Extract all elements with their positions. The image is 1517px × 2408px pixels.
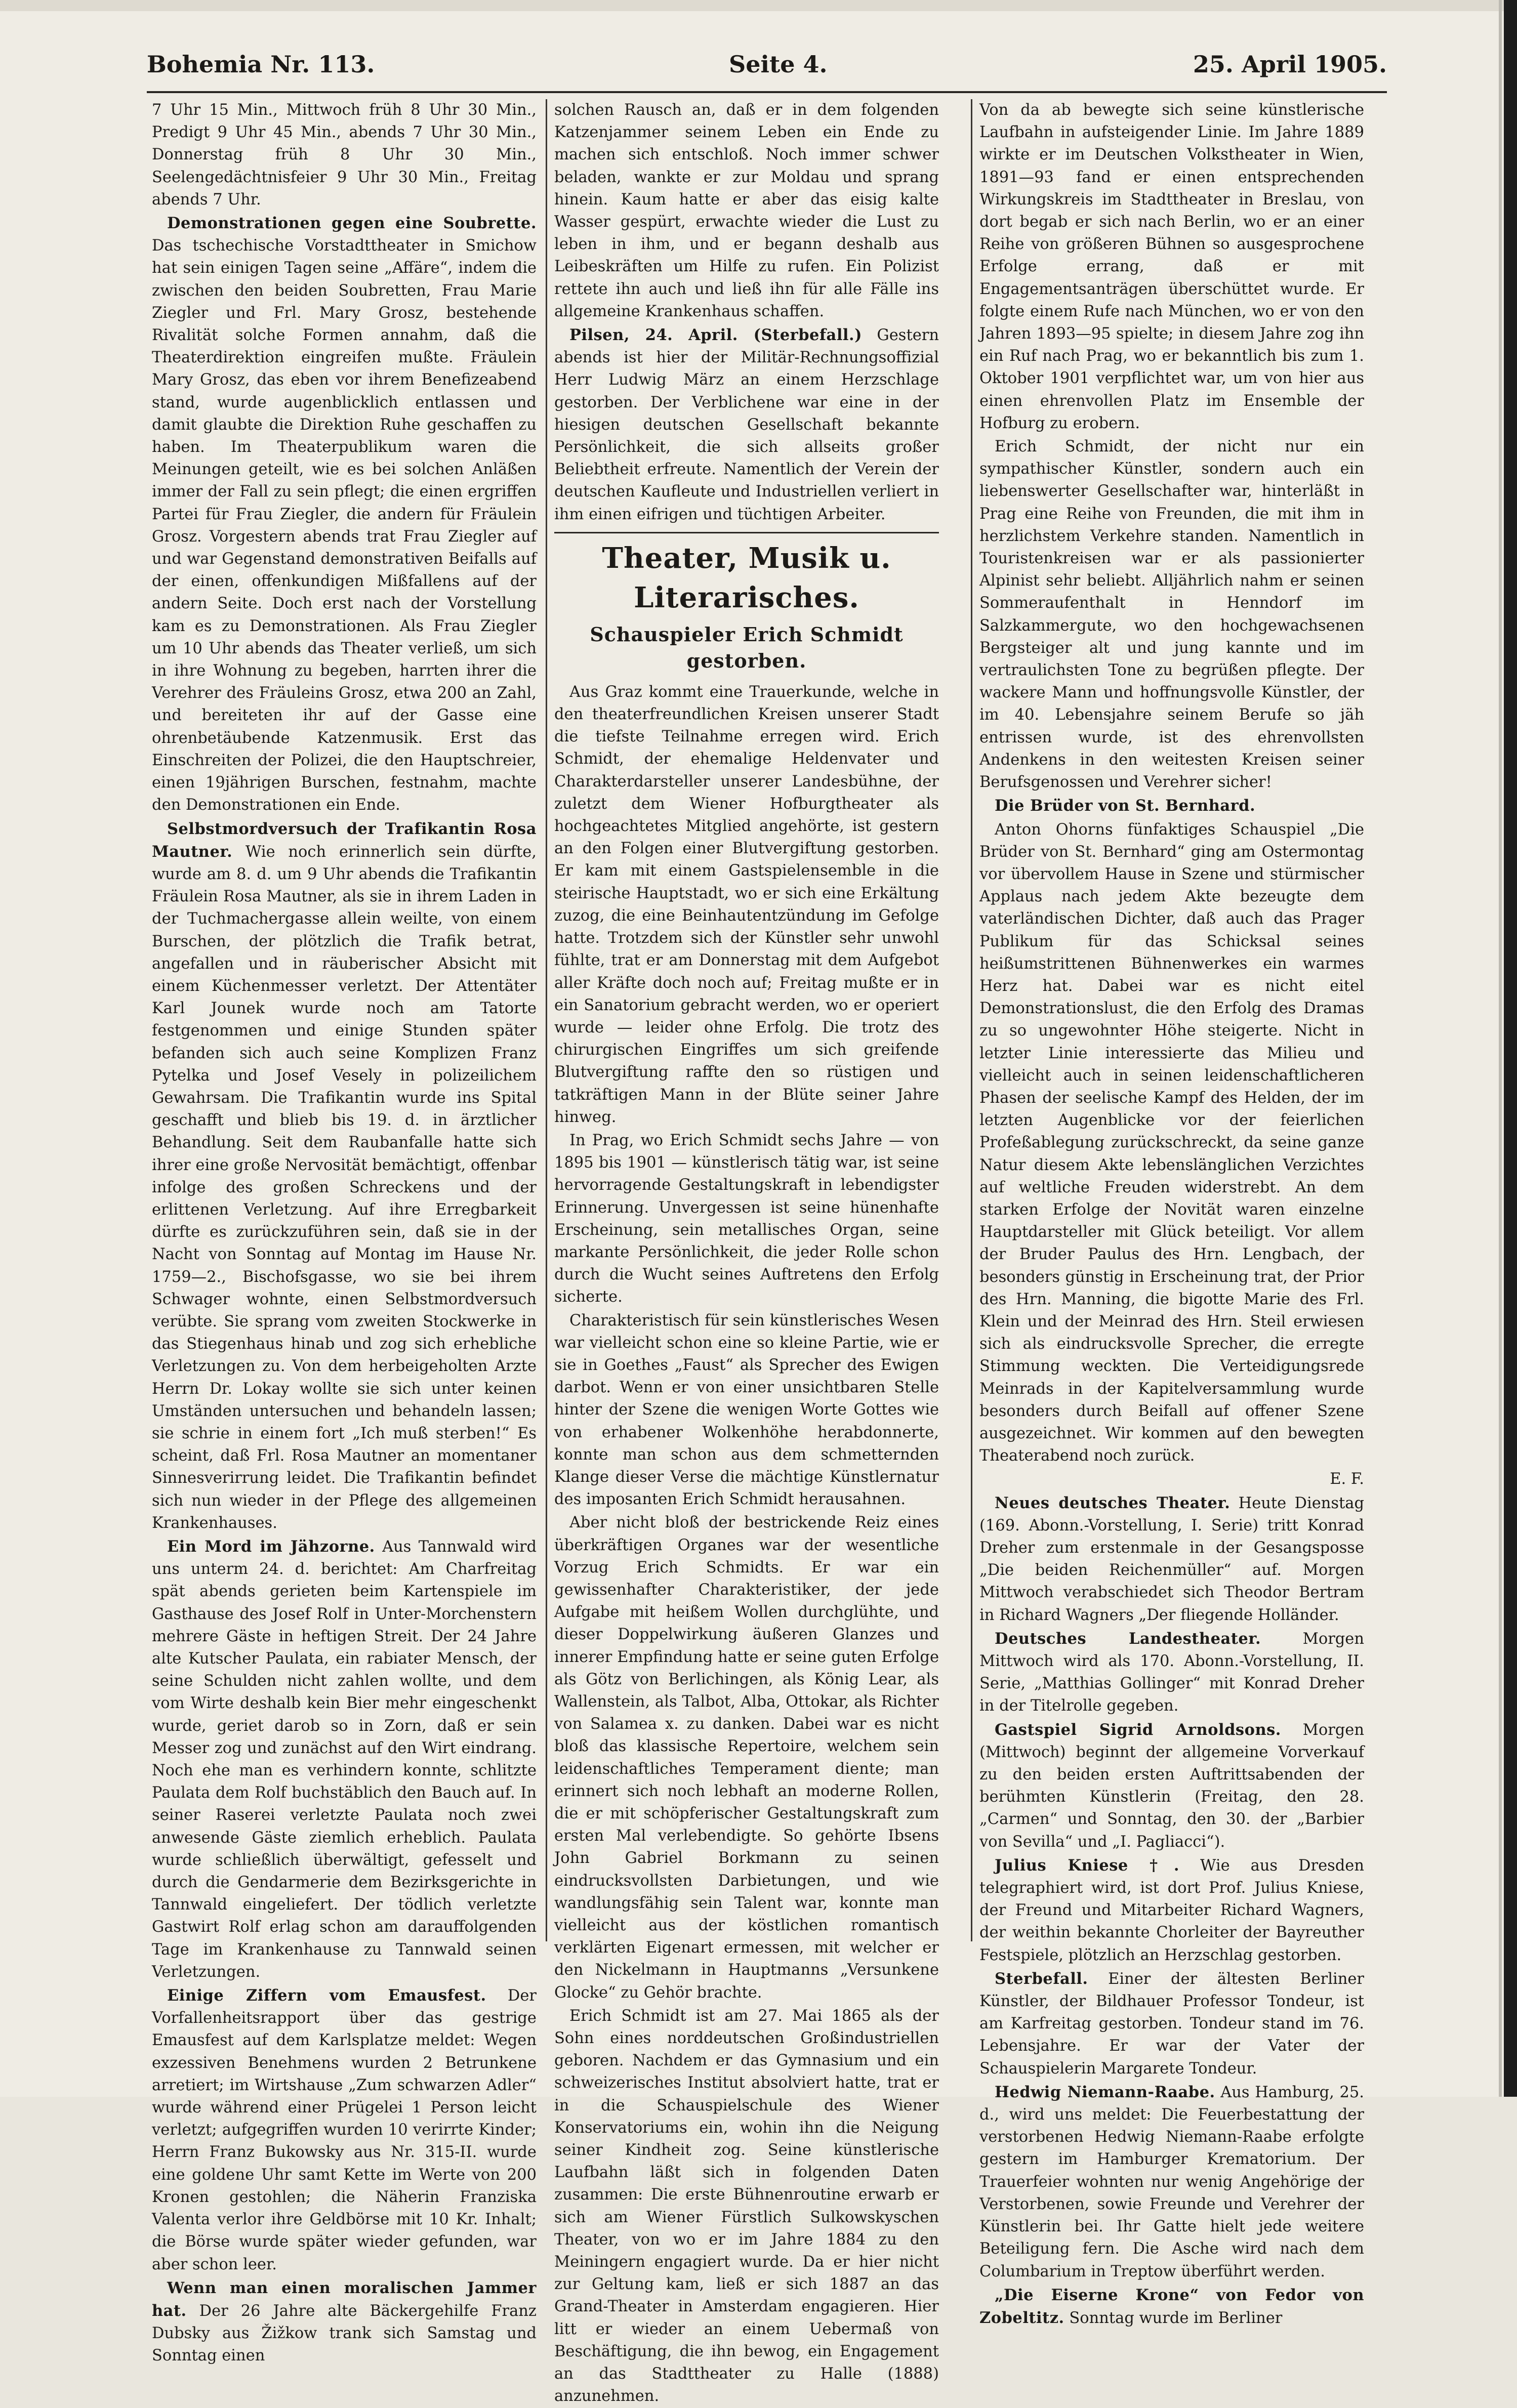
article-text: Wie aus Dresden telegraphiert wird, ist dort Prof. Julius Kniese, der Freund und Mitarbeiter Richard Wagners, der weithin bekannte Chorleiter der Bayreuther Festspiele, plötzlich an Herzschlag gestorben.	[979, 1856, 1364, 1964]
article-heading: Gastspiel Sigrid Arnoldsons.	[995, 1720, 1281, 1739]
section-rule	[554, 532, 939, 533]
section-title: Theater, Musik u. Literarisches.	[602, 541, 891, 614]
header-rule	[147, 91, 1387, 93]
article	[152, 1984, 537, 2276]
article-title-line-1: Schauspieler Erich Schmidt	[590, 622, 904, 646]
article-text: Der Vorfallenheitsrapport über das gestrige Emausfest auf dem Karlsplatze meldet: Wegen exzessiven Benehmens wurden 2 Betrunkene arretiert; im Wirtshause „Zum schwarzen Adler“ wurde während einer Prügelei 1 Person leicht verletzt; aufgegriffen wurden 10 verirrte Kinder; Herrn Franz Bukowsky aus Nr. 315-II. wurde eine goldene Uhr samt Kette im Werte von 200 Kronen gestohlen; die Näherin Franziska Valenta verlor ihre Geldbörse mit 10 Kr. Inhalt; die Börse wurde später wieder gefunden, war aber schon leer.	[152, 1987, 537, 2273]
article-title	[554, 621, 939, 674]
article-text: Der 26 Jahre alte Bäckergehilfe Franz Dubsky aus Žižkow trank sich Samstag und Sonntag einen	[152, 2302, 537, 2365]
article-text: Von da ab bewegte sich seine künstlerische Laufbahn in aufsteigender Linie. Im Jahre 1889 wirkte er im Deutschen Volkstheater in Wien, 1891—93 fand er einen entsprechenden Wirkungskreis im Stadttheater in Breslau, von dort begab er sich nach Berlin, wo er an einer Reihe von größeren Bühnen so ausgesprochene Erfolge errang, daß er mit Engagementsanträgen überschüttet wurde. Er folgte einem Rufe nach München, wo er von den Jahren 1893—95 spielte; in diesem Jahre zog ihn ein Ruf nach Prag, wo er bekanntlich bis zum 1. Oktober 1901 verpflichtet war, um von hier aus einen ehrenvollen Platz im Ensemble der Hofburg zu erobern.	[979, 101, 1364, 432]
author-signature: E. F.	[1330, 1470, 1364, 1488]
page-header	[147, 51, 1387, 86]
article-text: Wie noch erinnerlich sein dürfte, wurde am 8. d. um 9 Uhr abends die Trafikantin Fräulein Rosa Mautner, als sie in ihrem Laden in der Tuchmachergasse allein weilte, von einem Burschen, der plötzlich die Trafik betrat, angefallen und in räuberischer Absicht mit einem Küchenmesser verletzt. Der Attentäter Karl Jounek wurde noch am Tatorte festgenommen und einige Stunden später befanden sich auch seine Komplizen Franz Pytelka und Josef Vesely in polizeilichem Gewahrsam. Die Trafikantin wurde ins Spital geschafft und blieb bis 19. d. in ärztlicher Behandlung. Seit dem Raubanfalle hatte sich ihrer eine große Nervosität bemächtigt, offenbar infolge des großen Schreckens und der erlittenen Verletzung. Auf ihre Erregbarkeit dürfte es zurückzuführen sein, daß sie in der Nacht von Sonntag auf Montag im Hause Nr. 1759—2., Bischofsgasse, wo sie bei ihrem Schwager wohnte, einen Selbstmordversuch verübte. Sie sprang vom zweiten Stockwerke in das Stiegenhaus hinab und zog sich erhebliche Verletzungen zu. Von dem herbeigeholten Arzte Herrn Dr. Lokay wollte sie sich unter keinen Umständen untersuchen und behandeln lassen; sie schrie in einem fort „Ich muß sterben!“ Es scheint, daß Frl. Rosa Mautner an momentaner Sinnesverirrung leidet. Die Trafikantin befindet sich nun wieder in der Pflege des allgemeinen Krankenhauses.	[152, 843, 537, 1532]
masthead-issue: Bohemia Nr. 113.	[147, 51, 375, 78]
article-heading: Hedwig Niemann-Raabe.	[995, 2083, 1215, 2101]
article-text: Charakteristisch für sein künstlerisches Wesen war vielleicht schon eine so kleine Partie, wie er sie in Goethes „Faust“ als Sprecher des Ewigen darbot. Wenn er von einer unsichtbaren Stelle hinter der Szene die wenigen Worte Gottes wie von erhabener Wolkenhöhe herabdonnerte, konnte man schon aus dem schmetternden Klange dieser Verse die mächtige Künstlernatur des imposanten Erich Schmidt herausahnen.	[554, 1311, 939, 1509]
article-heading: Demonstrationen gegen eine Soubrette.	[167, 214, 537, 233]
article-text: Aus Tannwald wird uns unterm 24. d. berichtet: Am Charfreitag spät abends gerieten beim Kartenspiele im Gasthause des Josef Rolf in Unter-Morchenstern mehrere Gäste in heftigen Streit. Der 24 Jahre alte Kutscher Paulata, ein rabiater Mensch, der seine Schulden nicht zahlen wollte, und dem vom Wirte deshalb kein Bier mehr eingeschenkt wurde, geriet darob so in Zorn, daß er sein Messer zog und zunächst auf den Wirt eindrang. Noch ehe man es verhindern konnte, schlitzte Paulata dem Rolf buchstäblich den Bauch auf. In seiner Raserei verletzte Paulata noch zwei anwesende Gäste ziemlich erheblich. Paulata wurde schließlich überwältigt, gefesselt und durch die Gendarmerie dem Bezirksgerichte in Tannwald eingeliefert. Der tödlich verletzte Gastwirt Rolf erlag schon am darauffolgenden Tage im Krankenhause zu Tannwald seinen Verletzungen.	[152, 1538, 537, 1981]
article-heading: Die Brüder von St. Bernhard.	[995, 797, 1256, 815]
page-number: Seite 4.	[729, 51, 828, 78]
article	[979, 1968, 1364, 2080]
article-text: Morgen Mittwoch wird als 170. Abonn.-Vorstellung, II. Serie, „Matthias Gollinger“ mit Konrad Dreher in der Titelrolle gegeben.	[979, 1630, 1364, 1715]
article-text: Einer der ältesten Berliner Künstler, der Bildhauer Professor Tondeur, ist am Karfreitag gestorben. Tondeur stand im 76. Lebensjahre. Er war der Vater der Schauspielerin Margarete Tondeur.	[979, 1970, 1364, 2078]
article	[979, 1628, 1364, 1718]
article-title-line-2: gestorben.	[686, 649, 807, 672]
article	[979, 795, 1364, 817]
issue-date: 25. April 1905.	[1193, 51, 1387, 78]
article	[979, 1492, 1364, 1627]
article-text: Das tschechische Vorstadttheater in Smichow hat sein einigen Tagen seine „Affäre“, indem die zwischen den beiden Soubretten, Frau Marie Ziegler und Frl. Mary Grosz, bestehende Rivalität solche Formen annahm, daß die Theaterdirektion eingreifen mußte. Fräulein Mary Grosz, das eben vor ihrem Benefizeabend stand, wurde augenblicklich entlassen und damit glaubte die Direktion Ruhe geschaffen zu haben. Im Theaterpublikum waren die Meinungen geteilt, wie es bei solchen Anläßen immer der Fall zu sein pflegt; die einen ergriffen Partei für Frau Ziegler, die andern für Fräulein Grosz. Vorgestern abends trat Frau Ziegler auf und war Gegenstand demonstrativen Beifalls auf der einen, offenkundigen Mißfallens auf der andern Seite. Doch erst nach der Vorstellung kam es zu Demonstrationen. Als Frau Ziegler um 10 Uhr abends das Theater verließ, um sich in ihre Wohnung zu begeben, harrten ihrer die Verehrer des Fräuleins Grosz, etwa 200 an Zahl, und bereiteten ihr auf der Gasse eine ohrenbetäubende Katzenmusik. Erst das Einschreiten der Polizei, die den Hauptschreier, einen 19jährigen Burschen, festnahm, machte den Demonstrationen ein Ende.	[152, 237, 537, 814]
scan-border-shadow	[1499, 0, 1502, 2097]
article-heading: Ein Mord im Jähzorne.	[167, 1538, 375, 1556]
article	[979, 2081, 1364, 2283]
column-2	[554, 99, 939, 2405]
article-text: Sonntag wurde im Berliner	[1069, 2309, 1283, 2327]
article	[979, 1854, 1364, 1967]
article	[152, 1535, 537, 1983]
scan-border-right	[1504, 0, 1517, 2097]
column-1	[152, 99, 537, 2365]
article-text: Heute Dienstag (169. Abonn.-Vorstellung, I. Serie) tritt Konrad Dreher zum erstenmale in der Gesangsposse „Die beiden Reichenmüller“ auf. Morgen Mittwoch verabschiedet sich Theodor Bertram in Richard Wagners „Der fliegende Holländer.	[979, 1494, 1365, 1624]
article	[554, 324, 939, 526]
article	[979, 2284, 1364, 2330]
column-divider-1	[546, 99, 547, 1941]
article	[152, 818, 537, 1535]
article-text: Gestern abends ist hier der Militär-Rechnungsoffizial Herr Ludwig März an einem Herzschlage gestorben. Der Verblichene war eine in der hiesigen deutschen Gesellschaft bekannte Persönlichkeit, die sich allseits großer Beliebtheit erfreute. Namentlich der Verein der deutschen Kaufleute und Industriellen verliert in ihm einen eifrigen und tüchtigen Arbeiter.	[554, 326, 939, 523]
article	[152, 212, 537, 816]
article-heading: Neues deutsches Theater.	[995, 1493, 1231, 1512]
article-text: Aber nicht bloß der bestrickende Reiz eines überkräftigen Organes war der wesentliche Vorzug Erich Schmidts. Er war ein gewissenhafter Charakteristiker, der jede Aufgabe mit heißem Wollen durchglühte, und dieser Doppelwirkung äußeren Glanzes und innerer Empfindung hatte er seine guten Erfolge als Götz von Berlichingen, als König Lear, als Wallenstein, als Talbot, Alba, Ottokar, als Richter von Salamea x. zu danken. Dabei war es nicht bloß das klassische Repertoire, welchem sein leidenschaftliches Temperament diente; man erinnert sich noch lebhaft an moderne Rollen, die er mit schöpferischer Gestaltungskraft zum ersten Mal verlebendigte. So gehörte Ibsens John Gabriel Borkmann zu seinen eindrucksvollsten Darbietungen, und wie wandlungsfähig sein Talent war, konnte man vielleicht aus der köstlichen romantisch verklärten Eigenart ermessen, mit welcher er den Nickelmann in Hauptmanns „Versunkene Glocke“ zu Gehör brachte.	[554, 1514, 939, 2002]
column-divider-2	[971, 99, 972, 1941]
article-text: Aus Hamburg, 25. d., wird uns meldet: Die Feuerbestattung der verstorbenen Hedwig Niemann-Raabe erfolgte gestern im Hamburger Krematorium. Der Trauerfeier wohnten nur wenig Angehörige der Verstorbenen, sowie Freunde und Verehrer der Künstlerin bei. Ihr Gatte hielt jede weitere Beteiligung fern. Die Asche wird nach dem Columbarium in Treptow überführt werden.	[979, 2083, 1365, 2280]
article-heading: Wenn man einen moralischen Jammer hat.	[152, 2278, 537, 2320]
article-heading: Selbstmordversuch der Trafikantin Rosa Mautner.	[152, 819, 537, 861]
article-heading: Pilsen, 24. April. (Sterbefall.)	[569, 326, 863, 345]
article-text: Morgen (Mittwoch) beginnt der allgemeine Vorverkauf zu den beiden ersten Auftrittsabenden der berühmten Künstlerin (Freitag, den 28. „Carmen“ und Sonntag, den 30. der „Barbier von Sevilla“ und „I. Pagliacci“).	[979, 1721, 1364, 1851]
article-text: Erich Schmidt ist am 27. Mai 1865 als der Sohn eines norddeutschen Großindustriellen geboren. Nachdem er das Gymnasium und ein schweizerisches Institut absolviert hatte, trat er in die Schauspielschule des Wiener Konservatoriums ein, wohin ihn die Neigung seiner Kindheit zog. Seine künstlerische Laufbahn läßt sich in folgenden Daten zusammen: Die erste Bühnenroutine erwarb er sich am Wiener Fürstlich Sulkowskyschen Theater, von wo er im Jahre 1884 zu den Meiningern engagiert wurde. Da er hier nicht zur Geltung kam, ließ er sich 1887 an das Grand-Theater in Amsterdam engagieren. Hier litt er wieder an einem Uebermaß von Beschäftigung, die ihn bewog, ein Engagement an das Stadttheater zu Halle (1888) anzunehmen.	[554, 2007, 939, 2405]
article-heading: Julius Kniese †.	[995, 1856, 1180, 1875]
article-text: 7 Uhr 15 Min., Mittwoch früh 8 Uhr 30 Min., Predigt 9 Uhr 45 Min., abends 7 Uhr 30 Min., Donnerstag früh 8 Uhr 30 Min., Seelengedächtnisfeier 9 Uhr 30 Min., Freitag abends 7 Uhr.	[152, 101, 537, 209]
article-text: Aus Graz kommt eine Trauerkunde, welche in den theaterfreundlichen Kreisen unserer Stadt die tiefste Teilnahme erregen wird. Erich Schmidt, der ehemalige Heldenvater und Charakterdarsteller unserer Landesbühne, der zuletzt dem Wiener Hofburgtheater als hochgeachtetes Mitglied angehörte, ist gestern an den Folgen einer Blutvergiftung gestorben. Er kam mit einem Gastspielensemble in die steirische Hauptstadt, wo er sich eine Erkältung zuzog, die eine Beinhautentzündung im Gefolge hatte. Trotzdem sich der Künstler sehr unwohl fühlte, trat er am Donnerstag mit dem Aufgebot aller Kräfte doch noch auf; Freitag mußte er in ein Sanatorium gebracht werden, wo er operiert wurde — leider ohne Erfolg. Die trotz des chirurgischen Eingriffes um sich greifende Blutvergiftung raffte den so rüstigen und tatkräftigen Mann in der Blüte seiner Jahre hinweg.	[554, 683, 939, 1126]
article-text: solchen Rausch an, daß er in dem folgenden Katzenjammer seinem Leben ein Ende zu machen sich entschloß. Noch immer schwer beladen, wankte er zur Moldau und sprang hinein. Kaum hatte er aber das eisig kalte Wasser gespürt, erwachte wieder die Lust zu leben in ihm, und er begann deshalb aus Leibeskräften um Hilfe zu rufen. Ein Polizist rettete ihn auch und ließ ihn für alle Fälle ins allgemeine Krankenhaus schaffen.	[554, 101, 939, 320]
article	[152, 2277, 537, 2368]
article-heading: „Die Eiserne Krone“ von Fedor von Zobeltitz.	[979, 2286, 1364, 2327]
article-text: In Prag, wo Erich Schmidt sechs Jahre — von 1895 bis 1901 — künstlerisch tätig war, ist seine hervorragende Gestaltungskraft in lebendigster Erinnerung. Unvergessen ist seine hünenhafte Erscheinung, sein metallisches Organ, seine markante Persönlichkeit, die jeder Rolle schon durch die Wucht seines Auftretens den Erfolg sicherte.	[554, 1131, 939, 1306]
article-heading: Deutsches Landestheater.	[995, 1629, 1261, 1648]
article-text: Erich Schmidt, der nicht nur ein sympathischer Künstler, sondern auch ein liebenswerter Gesellschafter war, hinterläßt in Prag eine Reihe von Freunden, die mit ihm in herzlichstem Verkehre standen. Namentlich in Touristenkreisen war er als passionierter Alpinist sehr beliebt. Alljährlich nahm er seinen Sommeraufenthalt in Henndorf im Salzkammergute, wo den hochgewachsenen Bergsteiger alt und jung kannte und im vertraulichsten Tone zu begrüßen pflegte. Der wackere Mann und hoffnungsvolle Künstler, der im 40. Lebensjahre seinem Berufe so jäh entrissen wurde, ist des ehrenvollsten Andenkens in den weitesten Kreisen seiner Berufsgenossen und Verehrer sicher!	[979, 438, 1364, 792]
column-3	[979, 99, 1365, 2327]
article-heading: Sterbefall.	[995, 1969, 1088, 1988]
scan-edge-top	[0, 0, 1504, 11]
article	[979, 1719, 1364, 1853]
article-text: Anton Ohorns fünfaktiges Schauspiel „Die Brüder von St. Bernhard“ ging am Ostermontag vor übervollem Hause in Szene und stürmischer Applaus nach jedem Akte bezeugte dem vaterländischen Dichter, daß auch das Prager Publikum für das Schicksal seines heißumstrittenen Bühnenwerkes ein warmes Herz hat. Dabei war es nicht eitel Demonstrationslust, die den Erfolg des Dramas zu so ungewohnter Höhe steigerte. Nicht in letzter Linie interessierte das Milieu und vielleicht auch in seinen leidenschaftlicheren Phasen der seelische Kampf des Helden, der im letzten Augenblicke vor der feierlichen Profeßablegung zurückschreckt, da seine ganze Natur diesem Akte lebenslänglichen Verzichtes auf weltliche Freuden widerstrebt. An dem starken Erfolge der Novität waren einzelne Hauptdarsteller mit Glück beteiligt. Vor allem der Bruder Paulus des Hrn. Lengbach, der besonders günstig in Erscheinung trat, der Prior des Hrn. Manning, die bigotte Marie des Frl. Klein und der Meinrad des Hrn. Steil erwiesen sich als eindrucksvolle Sprecher, die erregte Stimmung weckten. Die Verteidigungsrede Meinrads in der Kapitelversammlung wurde besonders durch Beifall auf offener Szene ausgezeichnet. Wir kommen auf den bewegten Theaterabend noch zurück.	[979, 820, 1364, 1465]
article-heading: Einige Ziffern vom Emausfest.	[167, 1986, 486, 2005]
